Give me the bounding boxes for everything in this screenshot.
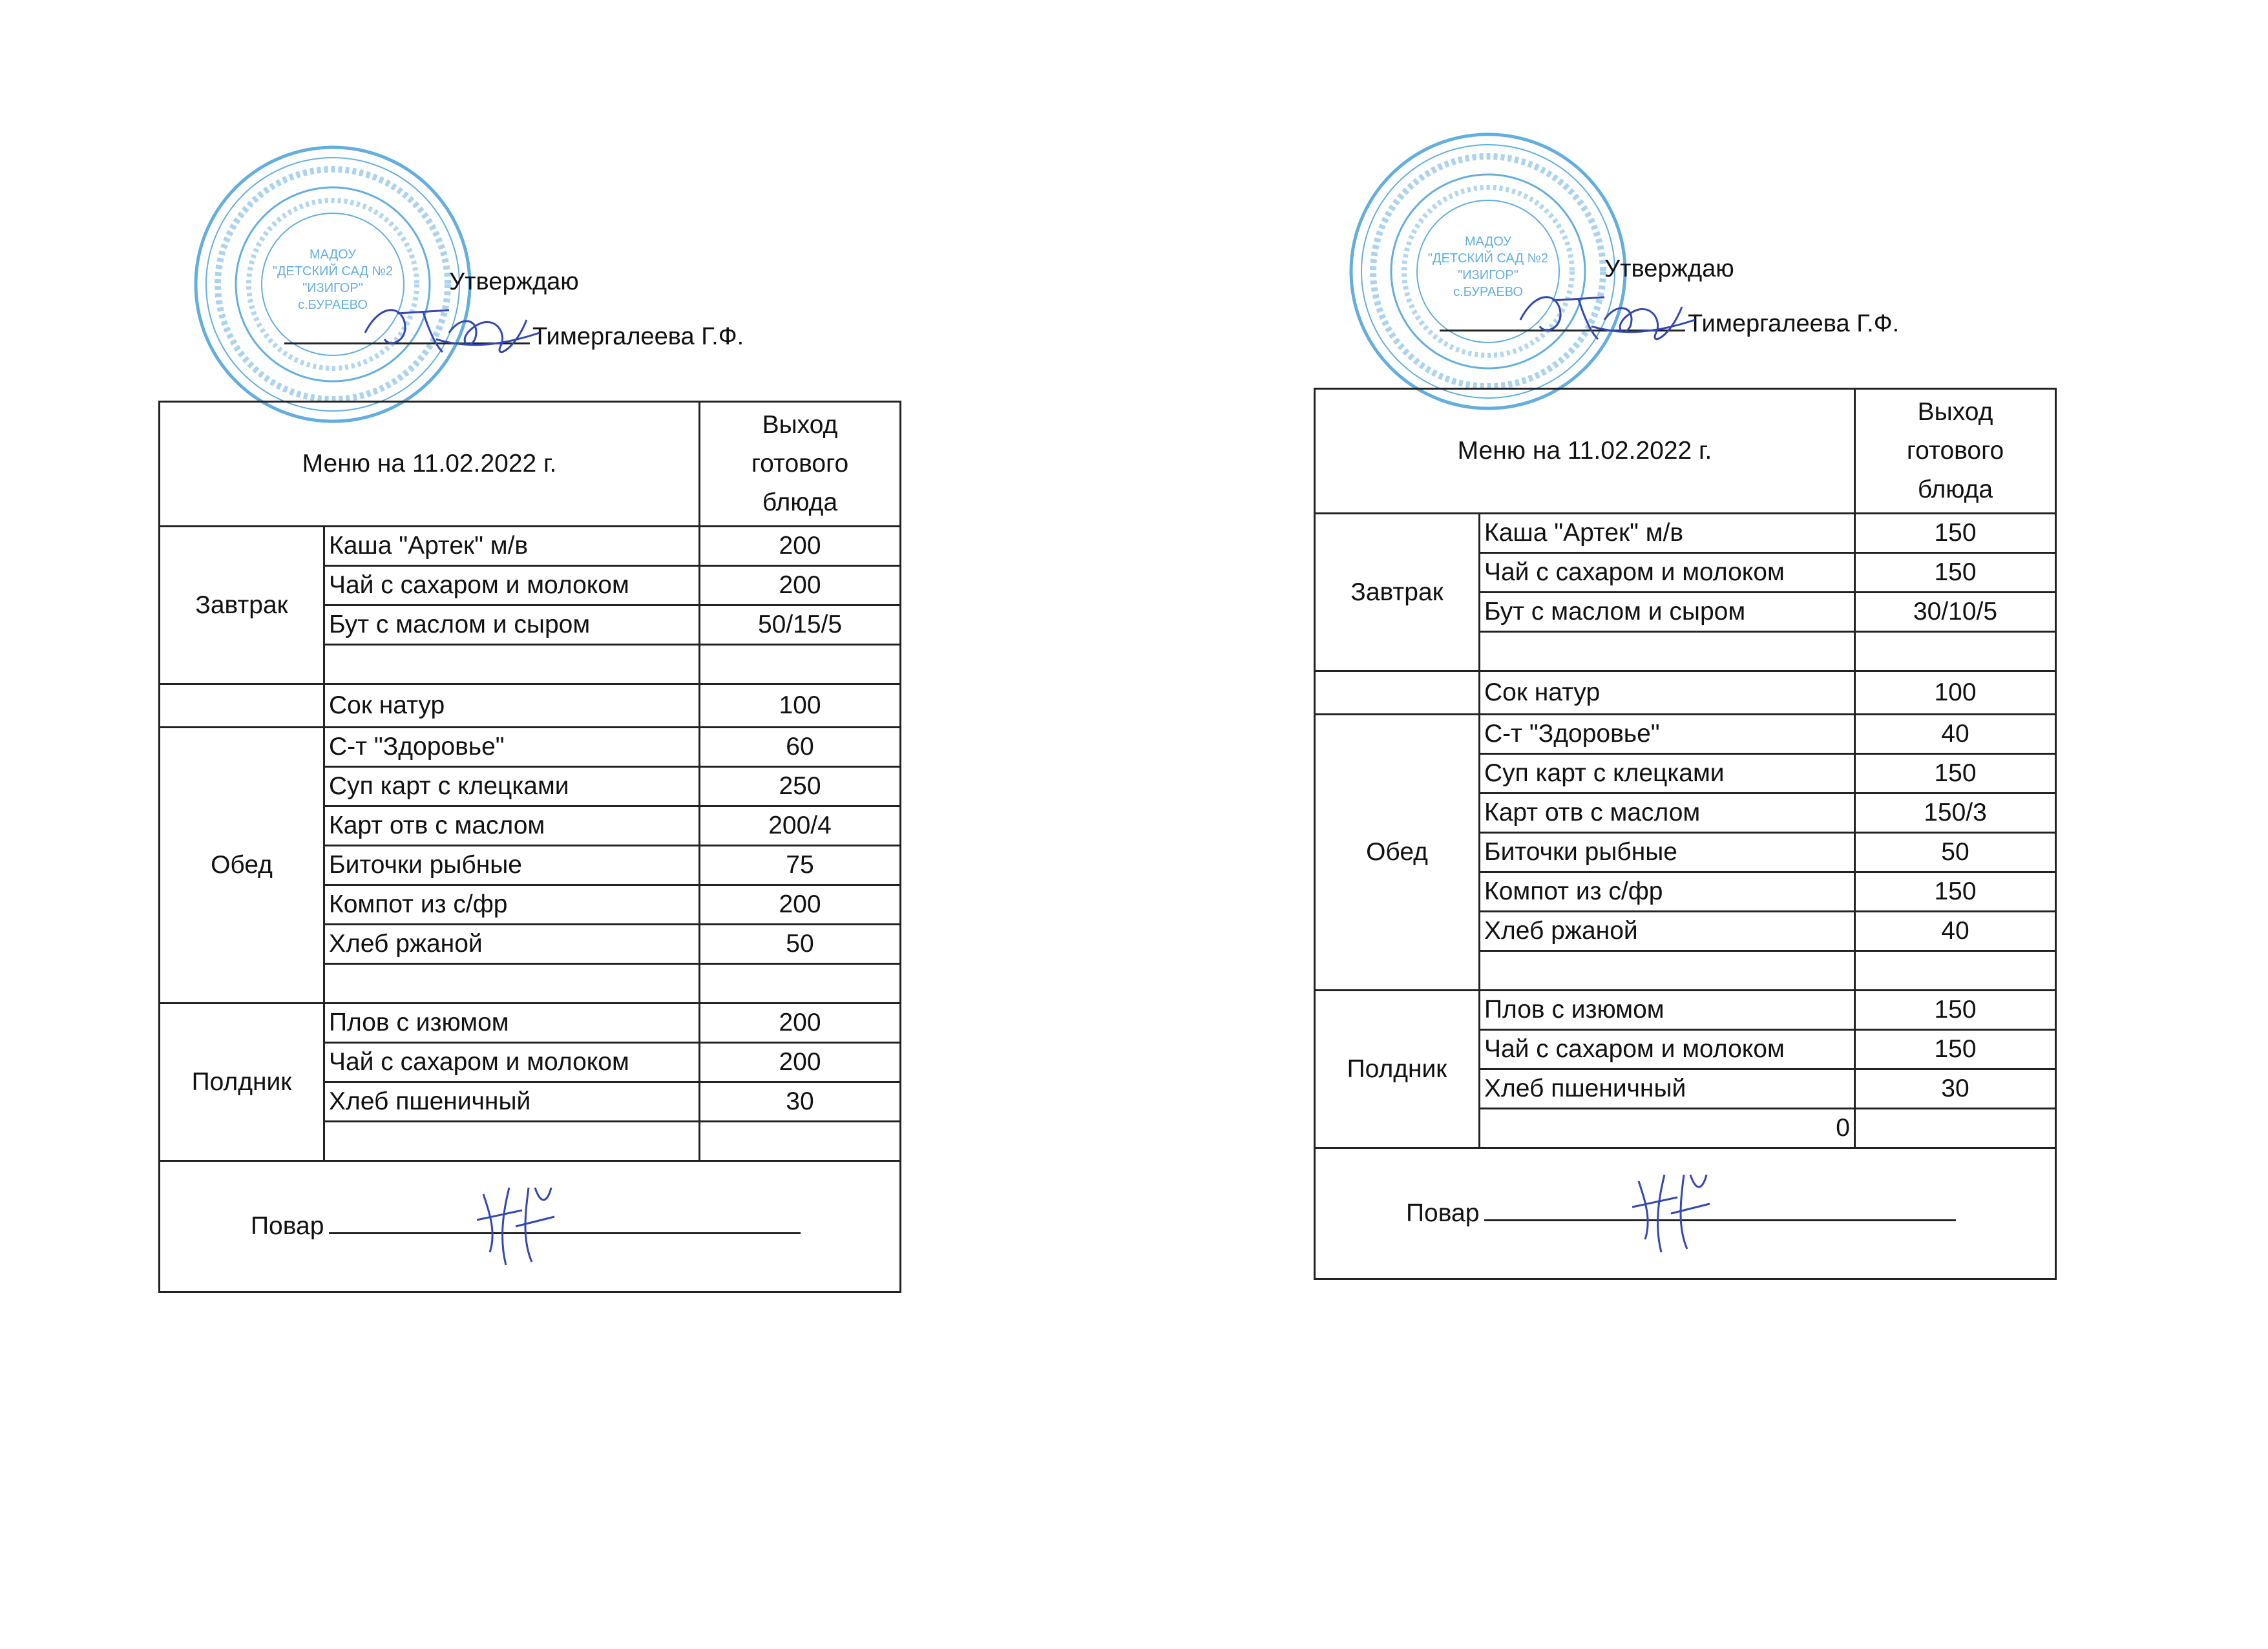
qty-cell: 200 xyxy=(700,885,901,925)
meal-empty xyxy=(160,684,324,728)
stamp-city-text: с.БУРАЕВО xyxy=(1453,285,1523,299)
cook-signature xyxy=(1626,1162,1716,1259)
dish-cell: Компот из с/фр xyxy=(1480,872,1855,912)
dish-cell: Биточки рыбные xyxy=(1480,833,1855,872)
qty-cell: 250 xyxy=(700,767,901,806)
stamp-name-line2: "ИЗИГОР" xyxy=(1458,268,1518,282)
dish-cell: Каша "Артек" м/в xyxy=(1480,514,1855,553)
dish-cell: Карт отв с маслом xyxy=(324,806,700,846)
dish-cell xyxy=(1480,632,1855,671)
qty-cell: 75 xyxy=(700,846,901,885)
director-signature xyxy=(352,294,546,365)
dish-cell: Компот из с/фр xyxy=(324,885,700,925)
yield-header-line: блюда xyxy=(762,488,838,516)
qty-cell xyxy=(1855,951,2056,991)
qty-cell xyxy=(1855,1109,2056,1148)
meal-afternoon: Полдник xyxy=(160,1003,324,1161)
qty-cell: 150 xyxy=(1855,514,2056,553)
qty-cell: 150 xyxy=(1855,991,2056,1030)
dish-cell: Суп карт с клецками xyxy=(1480,754,1855,793)
yield-header-line: готового xyxy=(751,450,849,478)
table-row xyxy=(160,728,901,767)
dish-cell: Плов с изюмом xyxy=(324,1003,700,1043)
dish-cell: Хлеб пшеничный xyxy=(1480,1069,1855,1109)
official-stamp xyxy=(1346,129,1630,414)
cook-signature-row xyxy=(160,1161,901,1292)
cook-label: Повар xyxy=(1406,1199,1480,1227)
official-stamp xyxy=(191,142,475,426)
stamp-name-line2: "ИЗИГОР" xyxy=(302,281,363,295)
qty-cell: 200 xyxy=(700,527,901,566)
qty-cell: 150 xyxy=(1855,1030,2056,1069)
meal-lunch: Обед xyxy=(1315,715,1480,991)
meal-lunch: Обед xyxy=(160,728,324,1003)
menu-title: Меню на 11.02.2022 г. xyxy=(1315,389,1855,514)
dish-cell: Сок натур xyxy=(324,684,700,728)
approver-name: Тимергалеева Г.Ф. xyxy=(532,323,744,350)
qty-cell xyxy=(700,645,901,684)
dish-cell: Биточки рыбные xyxy=(324,846,700,885)
qty-cell: 30/10/5 xyxy=(1855,593,2056,632)
stamp-name-line1: "ДЕТСКИЙ САД №2 xyxy=(1427,251,1549,266)
dish-cell: Чай с сахаром и молоком xyxy=(324,1043,700,1082)
approve-label: Утверждаю xyxy=(449,268,579,295)
qty-cell: 50 xyxy=(700,925,901,964)
dish-cell: 0 xyxy=(1480,1109,1855,1148)
qty-cell: 30 xyxy=(1855,1069,2056,1109)
dish-cell: Бут с маслом и сыром xyxy=(1480,593,1855,632)
qty-cell: 200 xyxy=(700,1003,901,1043)
dish-cell: Хлеб ржаной xyxy=(1480,912,1855,951)
dish-cell: Чай с сахаром и молоком xyxy=(1480,553,1855,593)
table-row xyxy=(160,1003,901,1043)
table-row xyxy=(1315,715,2056,754)
table-row xyxy=(160,684,901,728)
dish-cell xyxy=(324,964,700,1003)
qty-cell: 150 xyxy=(1855,553,2056,593)
dish-cell: Хлеб ржаной xyxy=(324,925,700,964)
cook-label: Повар xyxy=(251,1212,324,1240)
qty-cell: 200/4 xyxy=(700,806,901,846)
qty-cell: 200 xyxy=(700,1043,901,1082)
cook-signature xyxy=(470,1175,561,1272)
yield-header-line: блюда xyxy=(1917,476,1993,503)
approver-name: Тимергалеева Г.Ф. xyxy=(1688,310,1900,337)
table-row xyxy=(1315,991,2056,1030)
menu-table xyxy=(158,401,901,1293)
qty-cell: 100 xyxy=(700,684,901,728)
qty-cell: 150 xyxy=(1855,872,2056,912)
qty-cell: 40 xyxy=(1855,912,2056,951)
meal-breakfast: Завтрак xyxy=(1315,514,1480,671)
dish-cell: Бут с маслом и сыром xyxy=(324,605,700,645)
qty-cell: 30 xyxy=(700,1082,901,1122)
yield-header xyxy=(700,402,901,527)
dish-cell xyxy=(324,1122,700,1161)
dish-cell: С-т "Здоровье" xyxy=(324,728,700,767)
qty-cell: 50 xyxy=(1855,833,2056,872)
qty-cell: 60 xyxy=(700,728,901,767)
qty-cell xyxy=(700,1122,901,1161)
meal-breakfast: Завтрак xyxy=(160,527,324,684)
dish-cell: Сок натур xyxy=(1480,671,1855,715)
qty-cell xyxy=(700,964,901,1003)
dish-cell xyxy=(1480,951,1855,991)
qty-cell: 50/15/5 xyxy=(700,605,901,645)
yield-header-line: Выход xyxy=(762,411,838,439)
dish-cell: Каша "Артек" м/в xyxy=(324,527,700,566)
meal-afternoon: Полдник xyxy=(1315,991,1480,1148)
qty-cell: 150 xyxy=(1855,754,2056,793)
menu-title: Меню на 11.02.2022 г. xyxy=(160,402,700,527)
stamp-city-text: с.БУРАЕВО xyxy=(298,298,368,312)
yield-header xyxy=(1855,389,2056,514)
stamp-org-text: МАДОУ xyxy=(1464,235,1512,249)
menu-table xyxy=(1314,388,2057,1280)
dish-cell: Суп карт с клецками xyxy=(324,767,700,806)
dish-cell: Чай с сахаром и молоком xyxy=(324,566,700,605)
qty-cell: 200 xyxy=(700,566,901,605)
cook-signature-row xyxy=(1315,1148,2056,1279)
table-row xyxy=(1315,514,2056,553)
dish-cell xyxy=(324,645,700,684)
dish-cell: Карт отв с маслом xyxy=(1480,793,1855,833)
meal-empty xyxy=(1315,671,1480,715)
dish-cell: Чай с сахаром и молоком xyxy=(1480,1030,1855,1069)
table-row xyxy=(160,527,901,566)
table-row xyxy=(1315,671,2056,715)
yield-header-line: Выход xyxy=(1917,398,1993,426)
dish-cell: Хлеб пшеничный xyxy=(324,1082,700,1122)
stamp-org-text: МАДОУ xyxy=(309,247,357,262)
director-signature xyxy=(1507,281,1701,352)
qty-cell xyxy=(1855,632,2056,671)
qty-cell: 40 xyxy=(1855,715,2056,754)
approve-label: Утверждаю xyxy=(1604,255,1734,282)
dish-cell: Плов с изюмом xyxy=(1480,991,1855,1030)
stamp-name-line1: "ДЕТСКИЙ САД №2 xyxy=(272,264,394,278)
qty-cell: 150/3 xyxy=(1855,793,2056,833)
qty-cell: 100 xyxy=(1855,671,2056,715)
signature-blank xyxy=(1484,1219,1956,1221)
yield-header-line: готового xyxy=(1906,437,2004,465)
dish-cell: С-т "Здоровье" xyxy=(1480,715,1855,754)
signature-blank xyxy=(329,1232,801,1234)
